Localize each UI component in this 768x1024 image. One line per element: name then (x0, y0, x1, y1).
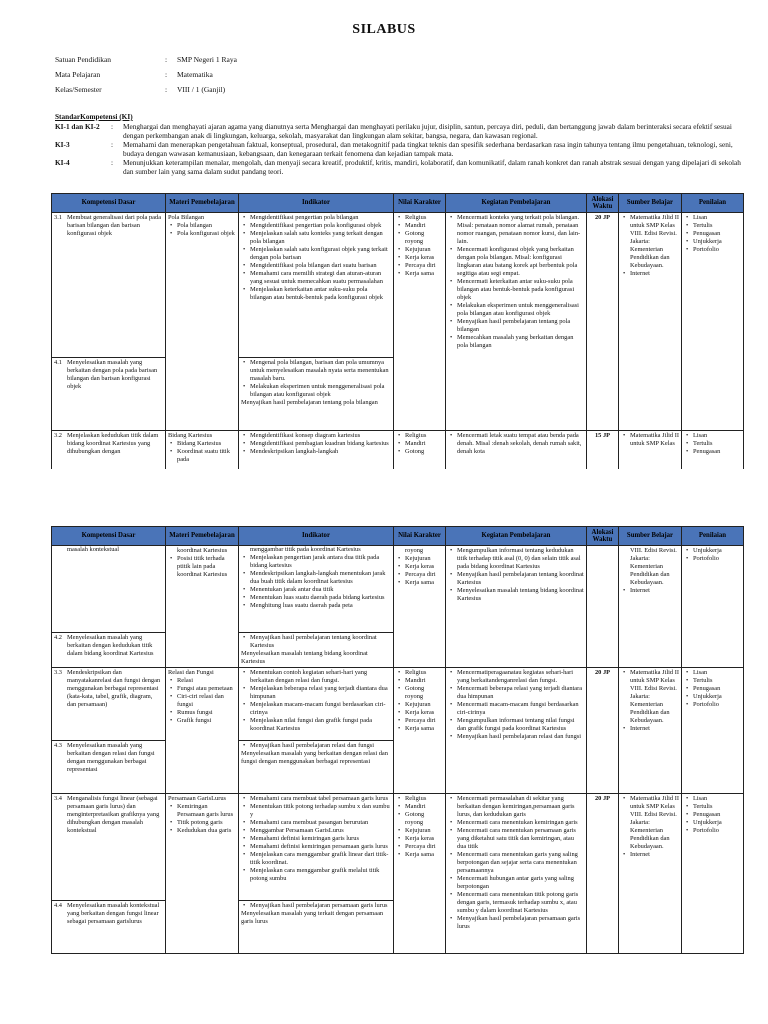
alokasi-cell: 20 JP (587, 668, 619, 794)
indikator-text: Menyelesaikan masalah tentang bidang koordinat Kartesius (241, 650, 368, 665)
list-item: • Menjelaskan cara menggambar grafik melalui titik potong sumbu (250, 867, 391, 883)
kd-text: masalah kontekstual (67, 546, 119, 553)
indikator-list (241, 742, 391, 750)
indikator-cell (239, 794, 394, 954)
sumber-cell (619, 213, 682, 431)
list-item: • Kerja keras (405, 563, 443, 571)
header-indikator: Indikator (239, 527, 394, 546)
penilaian-cell (682, 213, 744, 431)
list-item: • Mandiri (405, 677, 443, 685)
list-item: • Pola bilangan (177, 222, 236, 230)
list-item: • Mencermati cara menentukan titik potong garis dengan garis, termasuk terhadap sumbu x, atau sumbu y dalam koordinat Kartesius (457, 891, 584, 915)
list-item: • Menjelaskan salah satu konfigurasi objek yang terkait dengan pola barisan (250, 246, 391, 262)
list-item: • Grafik fungsi (177, 717, 236, 725)
list-item: • Tertulis (693, 222, 741, 230)
header-alokasi: Alokasi Waktu (587, 194, 619, 213)
list-item: • Lisan (693, 432, 741, 440)
list-item: • Posisi titik terhada ptitik lain pada koordinat Kartesius (177, 555, 236, 579)
indikator-list (241, 902, 391, 910)
list-item: • Koordinat suatu titik pada (177, 448, 236, 464)
ki-heading: StandarKompetensi (KI) (55, 112, 133, 121)
list-item: • Tertulis (693, 803, 741, 811)
list-item: • Menyelesaikan masalah tentang bidang koordinat Kartesius (457, 587, 584, 603)
list-item: • Memahami cara memilih strategi dan aturan-aturan yang sesuai untuk memecahkan suatu permasalahan (250, 270, 391, 286)
list-item: • Internet (630, 851, 679, 859)
header-kompetensi: Kompetensi Dasar (52, 527, 166, 546)
materi-list (168, 222, 236, 238)
kd-number: 4.2 (54, 634, 62, 641)
list-item: • Menentukan titik potong terhadap sumbu x dan sumbu y (250, 803, 391, 819)
kd-number: 4.1 (54, 359, 62, 366)
materi-cell (166, 431, 239, 469)
indikator-list (241, 669, 391, 733)
list-item: • Percaya diri (405, 571, 443, 579)
list-item: • Memahami definisi kemiringan persamaan garis lurus (250, 843, 391, 851)
list-item: • Gotong royong (405, 811, 443, 827)
kd-text: Menganalisis fungsi linear (sebagai persamaan garis lurus) dan menginterpretasikan grafiknya yang dihubungkan dengan masalah kontekstual (67, 795, 160, 834)
sumber-text: VIII. Edisi Revisi. Jakarta: Kementerian Pendidikan dan Kebudayaan. (630, 547, 677, 586)
kd-text: Menyelesaikan masalah kontekstual yang berkaitan dengan fungsi linear sebagai persamaan garislurus (67, 902, 160, 925)
sumber-list (621, 432, 679, 448)
sumber-cell (619, 668, 682, 794)
ki-row: KI-1 dan KI-2 : Menghargai dan menghayati ajaran agama yang dianutnya serta Menghargai dan menghayati perilaku jujur, disiplin, santun, percaya diri, peduli, dan bertanggung jawab dalam berinteraksi secara efektif sesuai dengan perkembangan anak di lingkungan, keluarga, sekolah, masyarakat dan lingkungan alam sekitar, bangsa, negara, dan kawasan regional. (55, 122, 745, 140)
list-item: • Mencermati macam-macam fungsi berdasarkan ciri-cirinya (457, 701, 584, 717)
header-indikator: Indikator (239, 194, 394, 213)
list-item: • Mengidentifikasi pengertian pola konfigurasi objek (250, 222, 391, 230)
kd-text: Mendeskripsikan dan manyatakanrelasi dan fungsi dengan menggunakan berbagai representasi (kata-kata, tabel, grafik, diagram, dan persamaan) (67, 669, 161, 708)
list-item: • Menyajikan hasil pembelajaran tentang koordinat Kartesius (457, 571, 584, 587)
list-item: • Mandiri (405, 803, 443, 811)
list-item: • Fungsi atau pemetaan (177, 685, 236, 693)
list-item: • Mendeskripsikan langkah-langkah (250, 448, 391, 456)
list-item: • Unjukkerja (693, 547, 741, 555)
materi-title: Bidang Kartesius (168, 432, 213, 439)
list-item: • Religius (405, 432, 443, 440)
meta-row: Kelas/Semester : VIII / 1 (Ganjil) (55, 82, 237, 97)
meta-value: SMP Negeri 1 Raya (177, 55, 237, 64)
list-item: • Bidang Kartesius (177, 440, 236, 448)
list-item: • Menjelaskan salah satu konteks yang terkait dengan pola bilangan (250, 230, 391, 246)
list-item: • Menyajikan hasil pembelajaran tentang koordinat Kartesius (250, 634, 391, 650)
kegiatan-cell (446, 431, 587, 469)
list-item: • Percaya diri (405, 717, 443, 725)
header-materi: Materi Pemebelajaran (166, 527, 239, 546)
list-item: • Memecahkan masalah yang berkaitan dengan pola bilangan (457, 334, 584, 350)
list-item: • Mencermati konfigurasi objek yang berkaitan dengan pola bilangan. Misal: konfigurasi lingkaran atau batang korek api berbentuk pola segitiga atau segi empat. (457, 246, 584, 278)
sumber-list (621, 795, 679, 859)
header-sumber: Sumber Belajar (619, 527, 682, 546)
list-item: • Menyajikan hasil pembelajaran relasi dan fungsi (457, 733, 584, 741)
ki-text: Menunjukkan keterampilan menalar, mengolah, dan menyaji secara kreatif, produktif, kritis, mandiri, kolaboratif, dan komunikatif, dalam ranah konkret dan ranah abstrak sesuai dengan yang dipelajari di sekolah dan sumber lain yang sama dalam sudut pandang teori. (123, 158, 741, 176)
list-item: • Menghitung luas suatu daerah pada peta (250, 602, 391, 610)
nilai-list (396, 795, 443, 859)
list-item: • Penugasan (693, 811, 741, 819)
sumber-list (621, 669, 679, 733)
table-row (52, 668, 744, 794)
ki-key: KI-4 (55, 158, 70, 167)
penilaian-list (684, 214, 741, 254)
nilai-list (396, 555, 443, 587)
nilai-list (396, 214, 443, 278)
list-item: • Rumus fungsi (177, 709, 236, 717)
materi-list (168, 677, 236, 725)
list-item: • Mengenal pola bilangan, barisan dan pola umumnya untuk menyelesaikan masalah nyata serta menentukan masalah baru. (250, 359, 391, 383)
penilaian-list (684, 669, 741, 709)
materi-cell (166, 213, 239, 431)
indikator-list (241, 359, 391, 399)
list-item: • Portofolio (693, 246, 741, 254)
ki-row: KI-3 : Memahami dan menerapkan pengetahuan faktual, konseptual, prosedural, dan metakognitif pada tingkat teknis dan spesifik sederhana berdasarkan rasa ingin tahunya tentang ilmu pengetahuan, teknologi, seni, budaya dengan wawasan kemanusiaan, kebangsaan, dan kenegaraan terkait fenomena dan kejadian tampak mata. (55, 140, 745, 158)
table-header-row (52, 194, 744, 213)
kd-text: Menyelesaikan masalah yang berkaitan dengan relasi dan fungsi dengan menggunakan berbagai representasi (67, 742, 155, 773)
list-item: • Internet (630, 725, 679, 733)
meta-value: Matematika (177, 70, 213, 79)
list-item: • Pola konfigurasi objek (177, 230, 236, 238)
list-item: • Mencermati konteks yang terkait pola bilangan. Misal: penataan nomor alamat rumah, penataan nomor ruangan, penataan nomor kursi, dan lain-lain. (457, 214, 584, 246)
materi-text: koordinat Kartesius (177, 547, 228, 554)
indikator-cell (239, 546, 394, 668)
kd-number: 4.4 (54, 902, 62, 909)
list-item: • Relasi (177, 677, 236, 685)
indikator-text: Menyajikan hasil pembelajaran tentang pola bilangan (241, 399, 378, 406)
list-item: • Kerja sama (405, 579, 443, 587)
list-item: • Portofolio (693, 555, 741, 563)
list-item: • Gotong royong (405, 685, 443, 701)
identity-block (55, 52, 237, 97)
list-item: • Mencermati hubungan antar garis yang saling berpotongan (457, 875, 584, 891)
kd-number: 3.1 (54, 214, 62, 221)
core-competency-block (55, 112, 745, 176)
list-item: • Menjelaskan keterkaitan antar suku-suku pola bilangan atau bentuk-bentuk pada konfigurasi objek (250, 286, 391, 302)
list-item: • Unjukkerja (693, 693, 741, 701)
alokasi-cell: 20 JP (587, 213, 619, 431)
list-item: • Menyajikan hasil pembelajaran persamaan garis lurus (457, 915, 584, 931)
list-item: • Mengidentifikasi pola bilangan dari suatu barisan (250, 262, 391, 270)
list-item: • Penugasan (693, 230, 741, 238)
alokasi-cell: 20 JP (587, 794, 619, 954)
list-item: • Portofolio (693, 701, 741, 709)
kegiatan-list (448, 669, 584, 741)
list-item: • Unjukkerja (693, 819, 741, 827)
kd-text: Menyelesaikan masalah yang berkaitan dengan pola pada barisan bilangan dan barisan konfigurasi objek (67, 359, 158, 390)
sumber-list (621, 214, 679, 278)
sumber-cell (619, 794, 682, 954)
header-penilaian: Penilaian (682, 527, 744, 546)
list-item: • Menentukan contoh kegiatan sehari-hari yang berkaitan dengan relasi dan fungsi. (250, 669, 391, 685)
header-nilai: Nilai Karakter (394, 527, 446, 546)
list-item: • Mencermati cara menentukan garis yang saling berpotongan dan sejajar serta cara menentukan persamaannya (457, 851, 584, 875)
materi-cell (166, 794, 239, 954)
alokasi-cell (587, 546, 619, 668)
list-item: • Religius (405, 669, 443, 677)
list-item: • Ciri-ciri relasi dan fungsi (177, 693, 236, 709)
table-row (52, 431, 744, 469)
nilai-cell (394, 668, 446, 794)
list-item: • Mencermati beberapa relasi yang terjadi diantara dua himpunan (457, 685, 584, 701)
table-row (52, 794, 744, 954)
list-item: • Matematika Jilid II untuk SMP Kelas (630, 432, 679, 448)
kegiatan-list (448, 432, 584, 456)
penilaian-cell (682, 546, 744, 668)
list-item: • Menjelaskan nilai fungsi dan grafik fungsi pada koordinat Kartesius (250, 717, 391, 733)
list-item: • Kejujuran (405, 827, 443, 835)
penilaian-cell (682, 794, 744, 954)
list-item: • Menggambar Persamaan GarisLurus (250, 827, 391, 835)
list-item: • Matematika Jilid II untuk SMP Kelas VIII. Edisi Revisi. Jakarta: Kementerian Pendidikan dan Kebudayaan. (630, 795, 679, 851)
list-item: • Mencermati letak suatu tempat atau benda pada denah. Misal :denah sekolah, denah rumah sakit, denah kota (457, 432, 584, 456)
list-item: • Menyajikan hasil pembelajaran persamaan garis lurus (250, 902, 391, 910)
header-sumber: Sumber Belajar (619, 194, 682, 213)
materi-list (168, 555, 236, 579)
kegiatan-list (448, 547, 584, 603)
kd-text: Membuat generalisasi dari pola pada barisan bilangan dan barisan konfigurasi objek (67, 214, 162, 237)
header-kegiatan: Kegiatan Pembelajaran (446, 194, 587, 213)
nilai-cell (394, 213, 446, 431)
kegiatan-cell (446, 546, 587, 668)
list-item: • Mandiri (405, 440, 443, 448)
kd-number: 3.3 (54, 669, 62, 676)
indikator-text: Menyelesaikan masalah yang terkait dengan persamaan garis lurus (241, 910, 384, 925)
list-item: • Mengidentifikasi konsep diagram kartesius (250, 432, 391, 440)
list-item: • Memahami cara membuat tabel persamaan garis lurus (250, 795, 391, 803)
list-item: • Percaya diri (405, 262, 443, 270)
list-item: • Religius (405, 214, 443, 222)
list-item: • Menentukan jarak antar dua titik (250, 586, 391, 594)
indikator-text: Menyelesaikan masalah yang berkaitan dengan relasi dan fungsi dengan menggunakan berbagai representasi (241, 750, 388, 765)
list-item: • Mengumpulkan informasi tentang nilai fungsi dan grafik fungsi pada koordinat Kartesius (457, 717, 584, 733)
list-item: • Matematika Jilid II untuk SMP Kelas VIII. Edisi Revisi. Jakarta: Kementerian Pendidikan dan Kebudayaan. (630, 214, 679, 270)
list-item: • Memahami cara membuat pasangan berurutan (250, 819, 391, 827)
table-row (52, 213, 744, 431)
sumber-list (621, 587, 679, 595)
materi-title: Pola Bilangan (168, 214, 205, 221)
materi-cell (166, 668, 239, 794)
header-nilai: Nilai Karakter (394, 194, 446, 213)
indikator-list (241, 554, 391, 610)
header-materi: Materi Pemebelajaran (166, 194, 239, 213)
list-item: • Menyajikan hasil pembelajaran relasi dan fungsi (250, 742, 391, 750)
header-kompetensi: Kompetensi Dasar (52, 194, 166, 213)
list-item: • Religius (405, 795, 443, 803)
nilai-cell (394, 546, 446, 668)
list-item: • Kemiringan Persamaan garis lurus (177, 803, 236, 819)
list-item: • Kerja sama (405, 725, 443, 733)
list-item: • Kerja keras (405, 709, 443, 717)
materi-list (168, 440, 236, 464)
list-item: • Lisan (693, 214, 741, 222)
header-kegiatan: Kegiatan Pembelajaran (446, 527, 587, 546)
kegiatan-list (448, 214, 584, 350)
list-item: • Menjelaskan pengertian jarak antara dua titik pada bidang kartesius (250, 554, 391, 570)
header-alokasi: Alokasi Waktu (587, 527, 619, 546)
list-item: • Internet (630, 270, 679, 278)
meta-row: Mata Pelajaran : Matematika (55, 67, 237, 82)
list-item: • Menjelaskan cara menggambar grafik linear dari titik-titik koordinat. (250, 851, 391, 867)
indikator-list (241, 795, 391, 883)
kd-number: 4.3 (54, 742, 62, 749)
meta-value: VIII / 1 (Ganjil) (177, 85, 226, 94)
penilaian-list (684, 432, 741, 456)
list-item: • Melakukan eksperimen untuk menggeneralisasi pola bilangan atau konfigurasi objek (250, 383, 391, 399)
list-item: • Lisan (693, 795, 741, 803)
materi-title: Persamaan GarisLurus (168, 795, 227, 802)
nilai-list (396, 669, 443, 733)
indikator-list (241, 432, 391, 456)
nilai-cell (394, 431, 446, 469)
list-item: • Internet (630, 587, 679, 595)
list-item: • Penugasan (693, 448, 741, 456)
header-penilaian: Penilaian (682, 194, 744, 213)
meta-key: Kelas/Semester (55, 85, 102, 94)
list-item: • Gotong (405, 448, 443, 456)
list-item: • Menjelaskan beberapa relasi yang terjadi diantara dua himpunan (250, 685, 391, 701)
indikator-text: menggambar titik pada koordinat Kartesius (250, 546, 361, 553)
list-item: • Kerja keras (405, 835, 443, 843)
sumber-cell (619, 431, 682, 469)
indikator-cell (239, 431, 394, 469)
syllabus-table-2 (51, 526, 744, 954)
list-item: • Melakukan eksperimen untuk menggeneralisasi pola bilangan atau konfigurasi objek (457, 302, 584, 318)
list-item: • Kerja sama (405, 270, 443, 278)
meta-row: Satuan Pendidikan : SMP Negeri 1 Raya (55, 52, 237, 67)
syllabus-table-1 (51, 193, 744, 469)
meta-key: Satuan Pendidikan (55, 55, 112, 64)
penilaian-cell (682, 668, 744, 794)
penilaian-list (684, 795, 741, 835)
ki-text: Memahami dan menerapkan pengetahuan faktual, konseptual, prosedural, dan metakognitif pada tingkat teknis dan spesifik sederhana berdasarkan rasa ingin tahunya tentang ilmu pengetahuan, teknologi, seni, budaya dengan wawasan kemanusiaan, kebangsaan, dan kenegaraan terkait fenomena dan kejadian tampak mata. (123, 140, 733, 158)
materi-list (168, 803, 236, 835)
kd-text: Menjelaskan kedudukan titik dalam bidang koordinat Kartesius yang dihubungkan dengan (67, 432, 159, 455)
list-item: • Menentukan luas suatu daerah pada bidang kartesius (250, 594, 391, 602)
page-title: SILABUS (352, 22, 416, 37)
list-item: • Mendeskripsikan langkah-langkah menentukan jarak dua buah titik dalam koordinat kartesius (250, 570, 391, 586)
list-item: • Matematika Jilid II untuk SMP Kelas VIII. Edisi Revisi. Jakarta: Kementerian Pendidikan dan Kebudayaan. (630, 669, 679, 725)
nilai-list (396, 432, 443, 456)
list-item: • Menjelaskan macam-macam fungsi berdasarkan ciri-cirinya (250, 701, 391, 717)
materi-cell (166, 546, 239, 668)
list-item: • Penugasan (693, 685, 741, 693)
penilaian-cell (682, 431, 744, 469)
kegiatan-cell (446, 213, 587, 431)
list-item: • Kerja sama (405, 851, 443, 859)
kegiatan-cell (446, 668, 587, 794)
indikator-list (241, 214, 391, 302)
kd-cell (52, 668, 166, 794)
indikator-cell (239, 213, 394, 431)
kd-cell (52, 794, 166, 954)
penilaian-list (684, 547, 741, 563)
list-item: • Mengidentifikasi pembagian kuadran bidang kartesius (250, 440, 391, 448)
list-item: • Mengumpulkan informasi tentang kedudukan titik terhadap titik asal (0, 0) dan selain titik asal pada bidang koordinat Kartesius (457, 547, 584, 571)
ki-row: KI-4 : Menunjukkan keterampilan menalar, mengolah, dan menyaji secara kreatif, produktif, kritis, mandiri, kolaboratif, dan komunikatif, dalam ranah konkret dan ranah abstrak sesuai dengan yang dipelajari di sekolah dan sumber lain yang sama dalam sudut pandang teori. (55, 158, 745, 176)
list-item: • Lisan (693, 669, 741, 677)
list-item: • Mengidentifikasi pengertian pola bilangan (250, 214, 391, 222)
list-item: • Mencermatiperagaanatau kegiatas sehari-hari yang berkaitandenganrelasi dan fungsi. (457, 669, 584, 685)
list-item: • Menyajikan hasil pembelajaran tentang pola bilangan (457, 318, 584, 334)
kd-cell (52, 431, 166, 469)
indikator-cell (239, 668, 394, 794)
ki-key: KI-3 (55, 140, 70, 149)
ki-text: Menghargai dan menghayati ajaran agama yang dianutnya serta Menghargai dan menghayati perilaku jujur, disiplin, santun, percaya diri, peduli, dan bertanggung jawab dalam berinteraksi secara efektif sesuai dengan perkembangan anak di lingkungan, keluarga, sekolah, masyarakat dan lingkungan alam sekitar, bangsa, negara, dan kawasan regional. (123, 122, 732, 140)
list-item: • Unjukkerja (693, 238, 741, 246)
kd-cell (52, 213, 166, 431)
list-item: • Mencermati cara menentukan kemiringan garis (457, 819, 584, 827)
list-item: • Mencermati cara menentukan persamaan garis yang diketahui satu titik dan kemiringan, atau dua titik (457, 827, 584, 851)
list-item: • Kejujuran (405, 701, 443, 709)
sumber-cell (619, 546, 682, 668)
kd-cell (52, 546, 166, 668)
meta-key: Mata Pelajaran (55, 70, 101, 79)
list-item: • Titik potong garis (177, 819, 236, 827)
materi-title: Relasi dan Fungsi (168, 669, 214, 676)
list-item: • Tertulis (693, 677, 741, 685)
indikator-list (241, 634, 391, 650)
kd-text: Menyelesaikan masalah yang berkaitan dengan kedudukan titik dalam bidang koordinat Kartesius (67, 634, 154, 657)
ki-key: KI-1 dan KI-2 (55, 122, 100, 131)
list-item: • Mencermati permasalahan di sekitar yang berkaitan dengan kemiringan,persamaan garis lurus, dan kedudukan garis (457, 795, 584, 819)
kd-number: 3.2 (54, 432, 62, 439)
table-row (52, 546, 744, 668)
list-item: • Kedudukan dua garis (177, 827, 236, 835)
table-header-row (52, 527, 744, 546)
kd-number: 3.4 (54, 795, 62, 802)
list-item: • Portofolio (693, 827, 741, 835)
nilai-text: royong (405, 547, 424, 554)
list-item: • Tertulis (693, 440, 741, 448)
kegiatan-cell (446, 794, 587, 954)
list-item: • Percaya diri (405, 843, 443, 851)
alokasi-cell: 15 JP (587, 431, 619, 469)
list-item: • Memahami definisi kemiringan garis lurus (250, 835, 391, 843)
list-item: • Gotong royong (405, 230, 443, 246)
kegiatan-list (448, 795, 584, 931)
list-item: • Mandiri (405, 222, 443, 230)
nilai-cell (394, 794, 446, 954)
list-item: • Kejujuran (405, 246, 443, 254)
list-item: • Kerja keras (405, 254, 443, 262)
list-item: • Kejujuran (405, 555, 443, 563)
list-item: • Mencermati keterkaitan antar suku-suku pola bilangan atau bentuk-bentuk pada konfigurasi objek (457, 278, 584, 302)
